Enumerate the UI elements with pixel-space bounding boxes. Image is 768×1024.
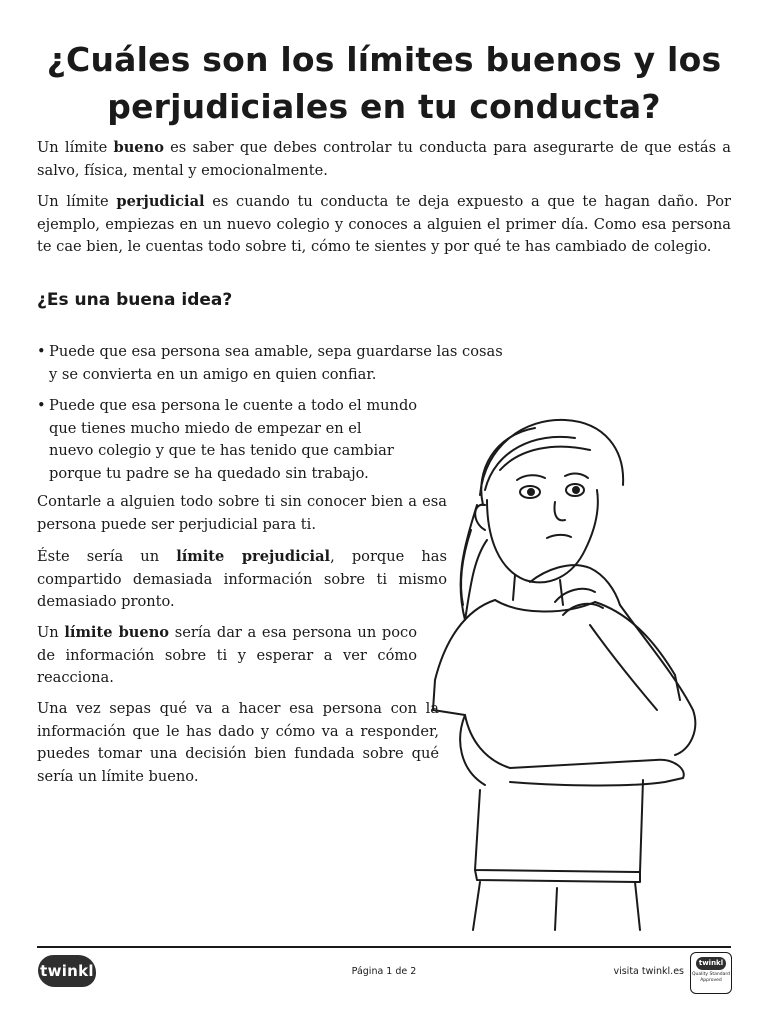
quality-badge	[690, 952, 732, 994]
footer-divider	[37, 946, 731, 948]
list-item-line: Puede que esa persona sea amable, sepa guardarse las cosas	[49, 343, 503, 360]
intro-bad-paragraph	[37, 191, 731, 259]
intro-bad-keyword: perjudicial	[116, 193, 205, 210]
prejudicial-paragraph	[37, 546, 447, 614]
intro-good-text-rest: es saber que debes controlar tu conducta para asegurarte de que estás a salvo, física, mental y emocionalmente.	[37, 139, 731, 179]
badge-text-line2: Approved	[700, 977, 722, 983]
prejudicial-text-rest: , porque has compartido demasiada información sobre ti mismo demasiado pronto.	[37, 548, 447, 610]
badge-logo: twinkl	[696, 957, 726, 970]
good-limit-text: Un	[37, 624, 65, 641]
decision-paragraph: Una vez sepas qué va a hacer esa persona con la información que le has dado y cómo va a responder, puedes tomar una decisión bien fundada sobre qué sería un límite bueno.	[37, 700, 439, 785]
good-limit-text-rest: sería dar a esa persona un poco de información sobre ti y esperar a ver cómo reacciona.	[37, 624, 417, 686]
badge-text-line1: Quality Standard	[692, 972, 730, 977]
list-item	[37, 341, 503, 386]
page-number: Página 1 de 2	[351, 966, 417, 977]
intro-good-paragraph	[37, 137, 731, 182]
list-item-line: Puede que esa persona le cuente a todo el mundo	[49, 397, 418, 414]
prejudicial-keyword: límite prejudicial	[176, 548, 331, 565]
list-item-line: nuevo colegio y que te has tenido que cambiar	[49, 442, 394, 459]
intro-good-keyword: bueno	[113, 139, 164, 156]
prejudicial-text: Éste sería un	[37, 548, 177, 565]
thinking-girl-illustration	[425, 410, 715, 935]
good-limit-paragraph	[37, 622, 417, 690]
intro-bad-text: Un límite	[37, 193, 117, 210]
intro-bad-text-rest: es cuando tu conducta te deja expuesto a que te hagan daño. Por ejemplo, empiezas en un nuevo colegio y conoces a alguien el primer día. Como esa persona te cae bien, le cuentas todo sobre ti, cómo te sientes y por qué te has cambiado de colegio.	[37, 193, 731, 255]
tell-paragraph: Contarle a alguien todo sobre ti sin conocer bien a esa persona puede ser perjudicial para ti.	[37, 493, 447, 533]
page-title: ¿Cuáles son los límites buenos y los perjudiciales en tu conducta?	[46, 40, 722, 126]
list-item-line: que tienes mucho miedo de empezar en el	[49, 419, 362, 437]
subheading: ¿Es una buena idea?	[37, 290, 233, 310]
good-limit-keyword: límite bueno	[64, 624, 170, 641]
twinkl-logo: twinkl	[38, 955, 96, 987]
list-item-line: porque tu padre se ha quedado sin trabajo.	[49, 464, 369, 482]
intro-good-text: Un límite	[37, 139, 114, 156]
list-item-line: y se convierta en un amigo en quien confiar.	[49, 365, 377, 383]
visit-link[interactable]: visita twinkl.es	[613, 966, 684, 977]
